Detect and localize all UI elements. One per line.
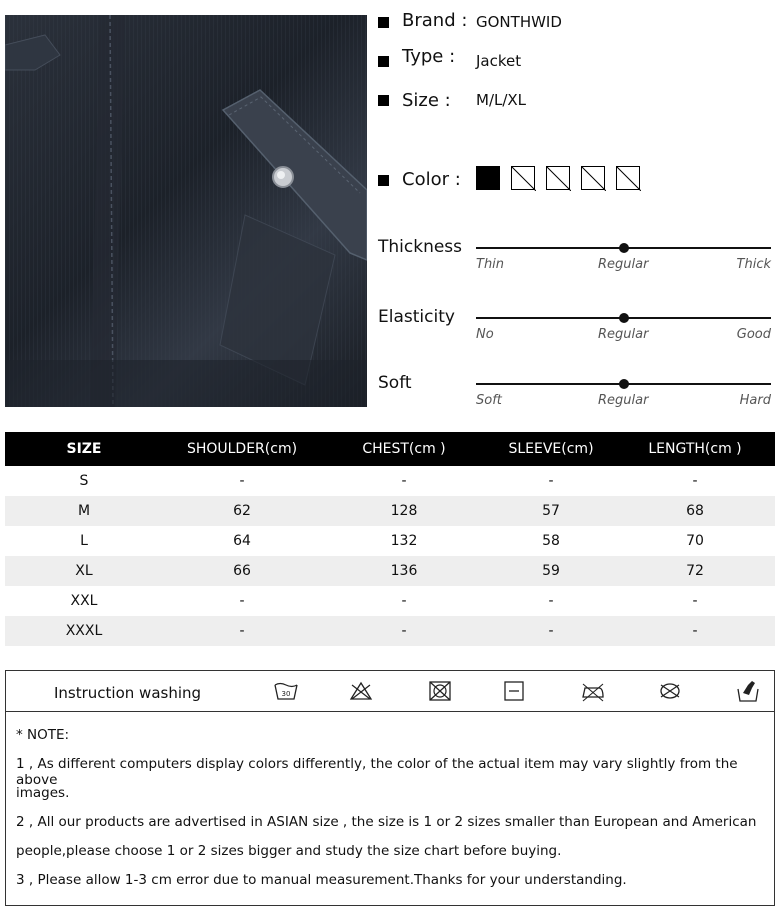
- washing-header: [6, 671, 774, 712]
- table-cell: -: [692, 473, 698, 489]
- scale-low-label: No: [476, 327, 494, 342]
- type-value: Jacket: [476, 52, 522, 70]
- table-cell: 132: [390, 533, 418, 549]
- table-cell: S: [79, 473, 89, 489]
- table-cell: 70: [686, 533, 704, 549]
- size-table-header: CHEST(cm ): [321, 432, 487, 466]
- color-swatch[interactable]: [616, 166, 640, 190]
- table-cell: M: [5, 496, 163, 526]
- table-row: [5, 586, 775, 616]
- table-row: [5, 496, 775, 526]
- size-value: M/L/XL: [476, 91, 527, 109]
- bullet-icon: [378, 175, 389, 186]
- table-cell: 58: [542, 533, 560, 549]
- no-bleach-icon: [349, 679, 373, 703]
- table-cell: -: [239, 473, 245, 489]
- scale-name: Elasticity: [378, 307, 455, 327]
- wash-30-icon: [274, 679, 298, 703]
- table-cell: 64: [233, 533, 251, 549]
- table-cell: 57: [487, 496, 615, 526]
- note-line-2b: people,please choose 1 or 2 sizes bigger and study the size chart before buying.: [16, 843, 562, 859]
- scale-name: Thickness: [378, 237, 463, 257]
- table-cell: -: [487, 616, 615, 646]
- bullet-icon: [378, 95, 389, 106]
- scale-mid-label: Regular: [598, 257, 649, 272]
- scale-high-label: Hard: [739, 393, 771, 408]
- washing-instructions-box: [5, 670, 775, 906]
- table-cell: 66: [163, 556, 321, 586]
- table-cell: 68: [615, 496, 775, 526]
- size-label: Size :: [402, 90, 451, 111]
- table-cell: XL: [5, 556, 163, 586]
- iron-low-icon: [581, 679, 605, 703]
- product-photo: [5, 15, 367, 407]
- bullet-icon: [378, 17, 389, 28]
- dry-flat-icon: [502, 679, 526, 703]
- color-swatch[interactable]: [581, 166, 605, 190]
- table-cell: -: [615, 616, 775, 646]
- table-row: [5, 466, 775, 496]
- size-chart-table: [5, 432, 775, 646]
- table-cell: XXL: [70, 593, 98, 609]
- size-table-header: SHOULDER(cm): [163, 432, 321, 466]
- table-cell: 136: [321, 556, 487, 586]
- note-heading: * NOTE:: [16, 727, 70, 743]
- scale-mid-label: Regular: [598, 327, 649, 342]
- scale-high-label: Good: [736, 327, 771, 342]
- table-row: [5, 616, 775, 646]
- table-cell: L: [80, 533, 88, 549]
- scale-name: Soft: [378, 373, 412, 393]
- size-table-header: SIZE: [5, 432, 163, 466]
- table-cell: -: [239, 593, 245, 609]
- color-swatch[interactable]: [476, 166, 500, 190]
- size-table-header: LENGTH(cm ): [615, 432, 775, 466]
- no-dry-clean-icon: [658, 679, 682, 703]
- scale-marker: [619, 379, 629, 389]
- scale-low-label: Thin: [476, 257, 505, 272]
- brand-label: Brand :: [402, 10, 468, 31]
- table-cell: -: [321, 616, 487, 646]
- table-cell: 59: [487, 556, 615, 586]
- table-row: [5, 556, 775, 586]
- no-tumble-dry-icon: [428, 679, 452, 703]
- table-row: [5, 526, 775, 556]
- color-swatch[interactable]: [546, 166, 570, 190]
- type-label: Type :: [402, 46, 456, 67]
- table-cell: 62: [163, 496, 321, 526]
- scale-low-label: Soft: [476, 393, 502, 408]
- table-cell: -: [401, 473, 407, 489]
- note-line-1: 1 , As different computers display colors differently, the color of the actual item may vary slightly from the above: [16, 756, 738, 788]
- note-line-2: 2 , All our products are advertised in ASIAN size , the size is 1 or 2 sizes smaller than European and American: [16, 814, 757, 830]
- table-cell: -: [548, 593, 554, 609]
- bullet-icon: [378, 56, 389, 67]
- hand-wash-icon: [736, 679, 760, 703]
- washing-title: Instruction washing: [54, 684, 202, 702]
- note-line-1b: images.: [16, 785, 70, 801]
- table-cell: -: [401, 593, 407, 609]
- table-cell: 128: [321, 496, 487, 526]
- svg-text:30: 30: [281, 690, 291, 698]
- size-table-header: SLEEVE(cm): [487, 432, 615, 466]
- table-cell: -: [163, 616, 321, 646]
- scale-mid-label: Regular: [598, 393, 649, 408]
- table-cell: -: [692, 593, 698, 609]
- jacket-illustration: [5, 15, 367, 407]
- note-line-3: 3 , Please allow 1-3 cm error due to manual measurement.Thanks for your understanding.: [16, 872, 627, 888]
- table-cell: XXXL: [5, 616, 163, 646]
- scale-marker: [619, 313, 629, 323]
- color-swatch[interactable]: [511, 166, 535, 190]
- table-cell: 72: [615, 556, 775, 586]
- color-label: Color :: [402, 169, 461, 190]
- scale-marker: [619, 243, 629, 253]
- scale-high-label: Thick: [736, 257, 771, 272]
- brand-value: GONTHWID: [476, 13, 562, 31]
- table-cell: -: [548, 473, 554, 489]
